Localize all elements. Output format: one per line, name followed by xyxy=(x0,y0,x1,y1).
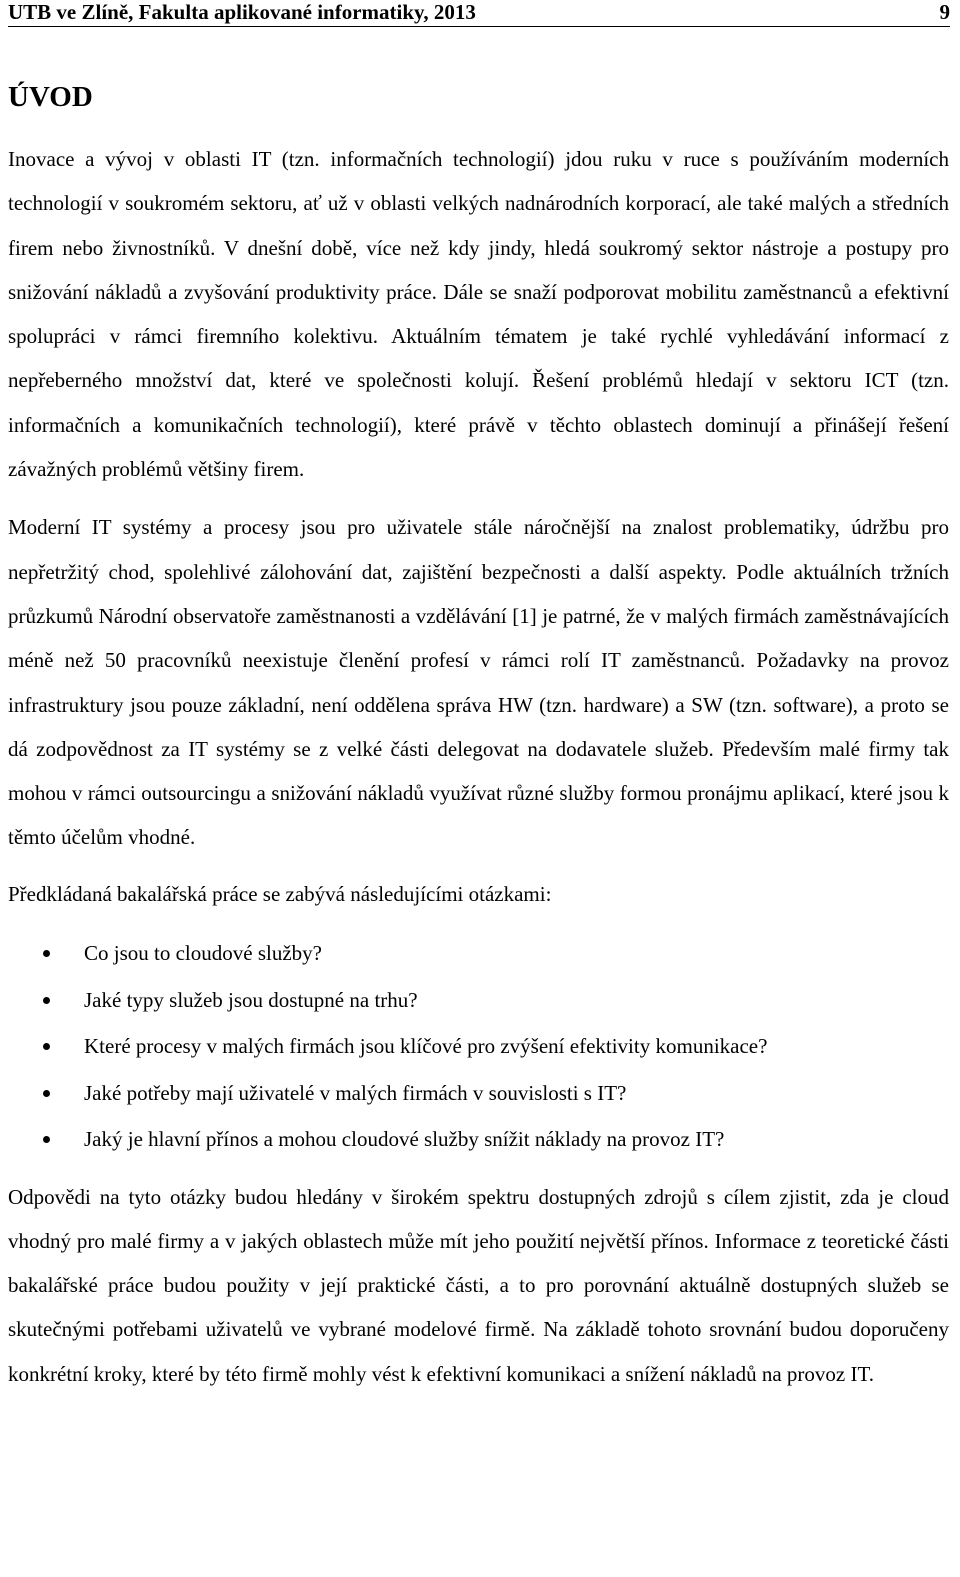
bullet-icon xyxy=(43,1043,50,1050)
paragraph-questions-intro: Předkládaná bakalářská práce se zabývá následujícími otázkami: xyxy=(8,881,552,906)
list-item xyxy=(8,930,949,977)
paragraph-it-systems: Moderní IT systémy a procesy jsou pro uživatele stále náročnější na znalost problematiky, údržbu pro nepřetržitý chod, spolehlivé zálohování dat, zajištění bezpečnosti a další aspekty. Podle aktuálních tržních průzkumů Národní observatoře zaměstnanosti a vzdělávání [1] je patrné, že v malých firmách zaměstnávajících méně než 50 pracovníků neexistuje členění profesí v rámci rolí IT zaměstnanců. Požadavky na provoz infrastruktury jsou pouze základní, není oddělena správa HW (tzn. hardware) a SW (tzn. software), a proto se dá zodpovědnost za IT systémy se z velké části delegovat na dodavatele služeb. Především malé firmy tak mohou v rámci outsourcingu a snižování nákladů využívat různé služby formou pronájmu aplikací, které jsou k těmto účelům vhodné. xyxy=(8,515,949,850)
list-item xyxy=(8,977,949,1024)
list-item xyxy=(8,1070,949,1117)
question-text: Které procesy v malých firmách jsou klíčové pro zvýšení efektivity komunikace? xyxy=(84,1034,768,1059)
page-number: 9 xyxy=(939,0,950,24)
page-header xyxy=(8,0,950,27)
bullet-icon xyxy=(43,1090,50,1097)
question-text: Co jsou to cloudové služby? xyxy=(84,941,322,966)
bullet-icon xyxy=(43,950,50,957)
body-text xyxy=(8,137,949,1396)
header-title: UTB ve Zlíně, Fakulta aplikované informatiky, 2013 xyxy=(8,0,476,24)
bullet-icon xyxy=(43,1136,50,1143)
question-text: Jaké potřeby mají uživatelé v malých firmách v souvislosti s IT? xyxy=(84,1080,627,1105)
bullet-icon xyxy=(43,997,50,1004)
questions-list xyxy=(8,930,949,1163)
question-text: Jaký je hlavní přínos a mohou cloudové služby snížit náklady na provoz IT? xyxy=(84,1127,725,1152)
paragraph-intro: Inovace a vývoj v oblasti IT (tzn. informačních technologií) jdou ruku v ruce s používáním moderních technologií v soukromém sektoru, ať už v oblasti velkých nadnárodních korporací, ale také malých a středních firem nebo živnostníků. V dnešní době, více než kdy jindy, hledá soukromý sektor nástroje a postupy pro snižování nákladů a zvyšování produktivity práce. Dále se snaží podporovat mobilitu zaměstnanců a efektivní spolupráci v rámci firemního kolektivu. Aktuálním tématem je také rychlé vyhledávání informací z nepřeberného množství dat, které ve společnosti kolují. Řešení problémů hledají v sektoru ICT (tzn. informačních a komunikačních technologií), které právě v těchto oblastech dominují a přinášejí řešení závažných problémů většiny firem. xyxy=(8,147,949,482)
question-text: Jaké typy služeb jsou dostupné na trhu? xyxy=(84,987,418,1012)
list-item xyxy=(8,1023,949,1070)
paragraph-conclusion: Odpovědi na tyto otázky budou hledány v širokém spektru dostupných zdrojů s cílem zjistit, zda je cloud vhodný pro malé firmy a v jakých oblastech může mít jeho použití největší přínos. Informace z teoretické části bakalářské práce budou použity v její praktické části, a to pro porovnání aktuálně dostupných služeb se skutečnými potřebami uživatelů ve vybrané modelové firmě. Na základě tohoto srovnání budou doporučeny konkrétní kroky, které by této firmě mohly vést k efektivní komunikaci a snížení nákladů na provoz IT. xyxy=(8,1184,949,1386)
list-item xyxy=(8,1116,949,1163)
section-heading: ÚVOD xyxy=(8,81,93,113)
